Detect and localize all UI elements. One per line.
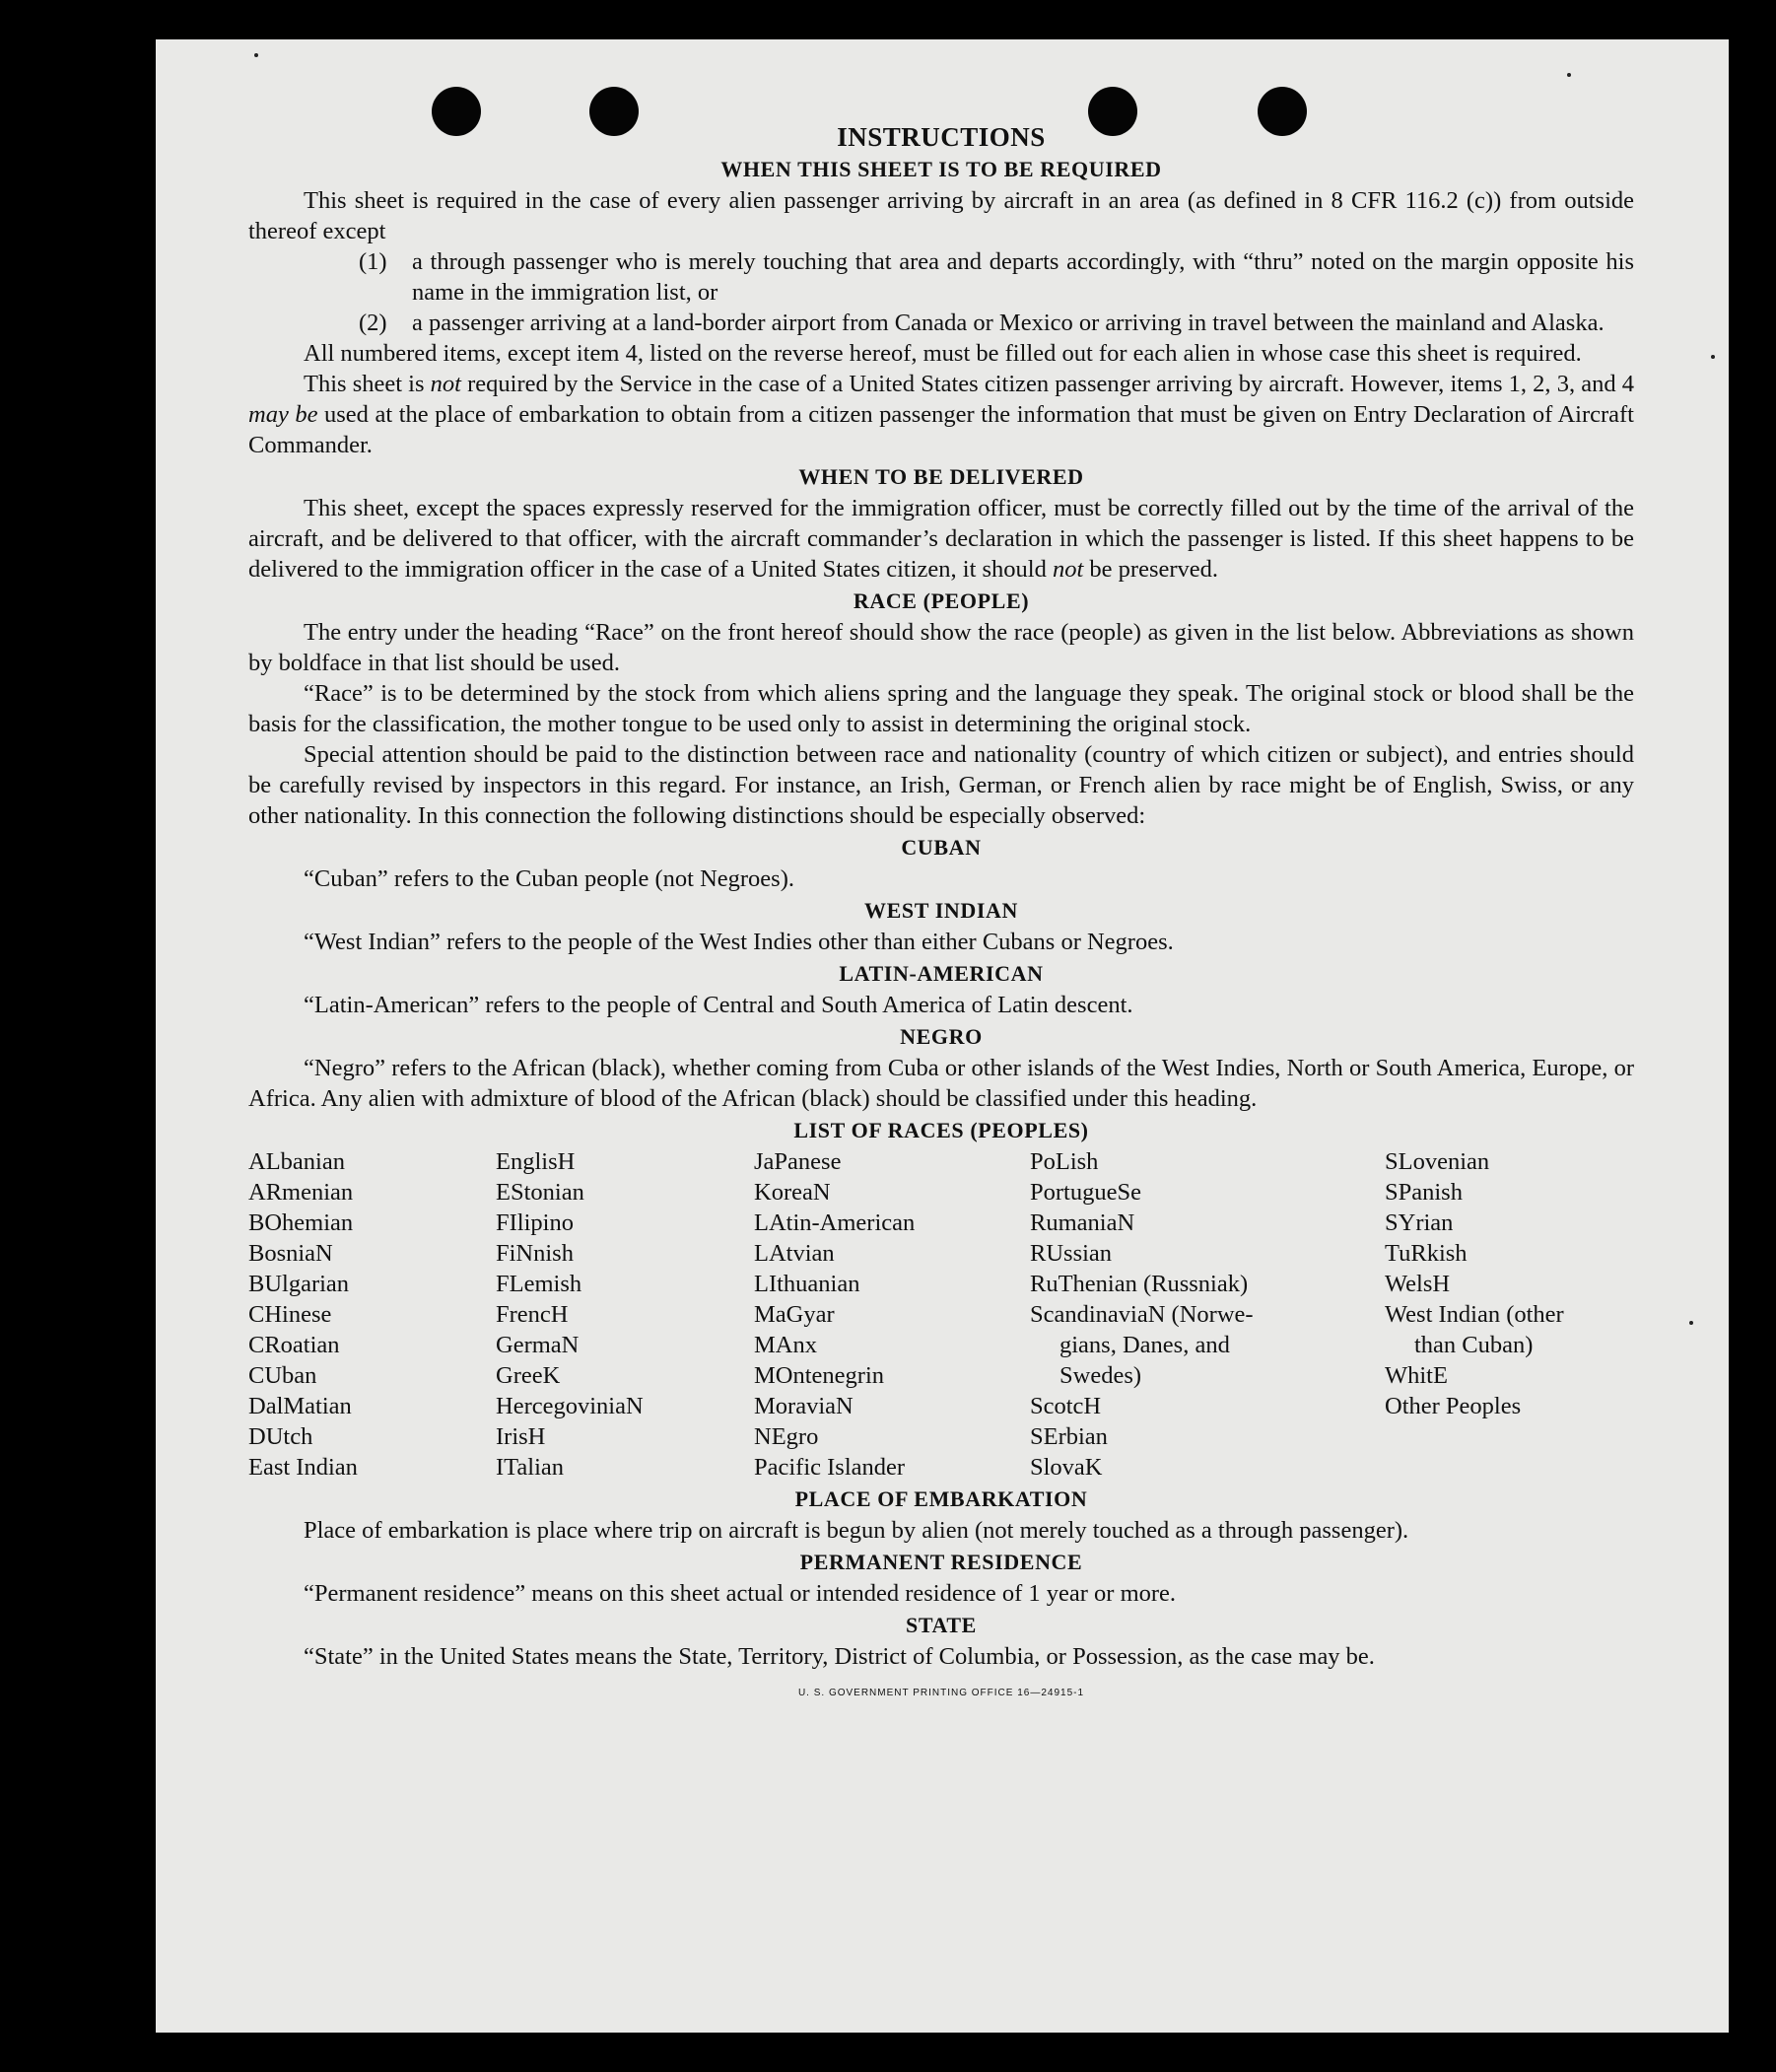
text-run: used at the place of embarkation to obtain from a citizen passenger the information that must be given on Entry Declaration of Aircraft Commander. bbox=[248, 401, 1634, 458]
race-entry: HercegoviniaN bbox=[496, 1393, 644, 1419]
scan-speck bbox=[1711, 355, 1715, 359]
text-run: be preserved. bbox=[1083, 556, 1219, 583]
race-entry: ScotcH bbox=[1030, 1393, 1102, 1419]
heading-latin-american: LATIN-AMERICAN bbox=[839, 961, 1044, 986]
race-entry: DalMatian bbox=[248, 1393, 352, 1419]
race-entry: ARmenian bbox=[248, 1179, 354, 1206]
heading-when-required: WHEN THIS SHEET IS TO BE REQUIRED bbox=[720, 157, 1162, 181]
text-run: This sheet, except the spaces expressly reserved for the immigration officer, must be correctly filled out by the time of the arrival of the aircraft, and be delivered to that officer, with the aircraft commander’s declaration in which the passenger is listed. If this sheet happens to be delivered to the immigration officer in the case of a United States citizen, it should bbox=[248, 495, 1634, 583]
race-entry: BosniaN bbox=[248, 1240, 333, 1267]
race-entry: EStonian bbox=[496, 1179, 584, 1206]
race-entry: PoLish bbox=[1030, 1148, 1099, 1175]
races-column-3 bbox=[754, 1146, 1030, 1483]
race-paragraph-1: The entry under the heading “Race” on the front hereof should show the race (people) as given in the list below. Abbreviations as shown by boldface in that list should be used. bbox=[248, 619, 1634, 676]
heading-state: STATE bbox=[906, 1613, 977, 1637]
race-entry: DUtch bbox=[248, 1423, 313, 1450]
cuban-definition: “Cuban” refers to the Cuban people (not Negroes). bbox=[304, 865, 794, 892]
race-entry-continued: than Cuban) bbox=[1414, 1332, 1534, 1358]
exception-text: a through passenger who is merely touching that area and departs accordingly, with “thru” noted on the margin opposite his name in the immigration list, or bbox=[412, 248, 1634, 306]
race-entry: MoraviaN bbox=[754, 1393, 854, 1419]
text-run: This sheet is bbox=[304, 371, 431, 397]
exception-number: (2) bbox=[359, 310, 387, 336]
races-column-2 bbox=[496, 1146, 754, 1483]
race-entry: East Indian bbox=[248, 1454, 358, 1481]
race-entry-continued: gians, Danes, and bbox=[1059, 1332, 1230, 1358]
race-entry: RUssian bbox=[1030, 1240, 1113, 1267]
negro-definition: “Negro” refers to the African (black), whether coming from Cuba or other islands of the West Indies, North or South America, Europe, or Africa. Any alien with admixture of blood of the African (black) should be classified under this heading. bbox=[248, 1055, 1634, 1112]
races-column-1 bbox=[248, 1146, 496, 1483]
race-entry: EnglisH bbox=[496, 1148, 576, 1175]
state-definition: “State” in the United States means the State, Territory, District of Columbia, or Possession, as the case may be. bbox=[304, 1643, 1375, 1670]
heading-west-indian: WEST INDIAN bbox=[864, 898, 1018, 923]
page-title: INSTRUCTIONS bbox=[837, 122, 1046, 152]
race-entry: West Indian (other bbox=[1385, 1301, 1564, 1328]
heading-cuban: CUBAN bbox=[901, 835, 982, 860]
text-run: required by the Service in the case of a United States citizen passenger arriving by aircraft. However, items 1, 2, 3, and 4 bbox=[460, 371, 1634, 397]
race-entry: SlovaK bbox=[1030, 1454, 1103, 1481]
numbered-items-paragraph: All numbered items, except item 4, listed on the reverse hereof, must be filled out for each alien in whose case this sheet is required. bbox=[304, 340, 1582, 367]
west-indian-definition: “West Indian” refers to the people of the West Indies other than either Cubans or Negroes. bbox=[304, 929, 1174, 955]
scan-speck bbox=[254, 53, 258, 57]
race-entry: KoreaN bbox=[754, 1179, 831, 1206]
race-entry: MAnx bbox=[754, 1332, 817, 1358]
race-entry: ScandinaviaN (Norwe- bbox=[1030, 1301, 1254, 1328]
race-entry: SYrian bbox=[1385, 1209, 1454, 1236]
race-entry: RuThenian (Russniak) bbox=[1030, 1271, 1249, 1297]
race-entry: LAtin-American bbox=[754, 1209, 916, 1236]
race-entry: FiNnish bbox=[496, 1240, 574, 1267]
race-entry: SPanish bbox=[1385, 1179, 1463, 1206]
latin-american-definition: “Latin-American” refers to the people of Central and South America of Latin descent. bbox=[304, 992, 1133, 1018]
race-entry: LIthuanian bbox=[754, 1271, 860, 1297]
scan-speck bbox=[1689, 1321, 1693, 1325]
heading-race: RACE (PEOPLE) bbox=[853, 588, 1030, 613]
emphasis: not bbox=[1052, 556, 1084, 583]
heading-place-of-embarkation: PLACE OF EMBARKATION bbox=[794, 1486, 1088, 1511]
race-entry: GermaN bbox=[496, 1332, 580, 1358]
required-paragraph: This sheet is required in the case of every alien passenger arriving by aircraft in an area (as defined in 8 CFR 116.2 (c)) from outside thereof except bbox=[248, 187, 1634, 244]
races-column-5 bbox=[1385, 1146, 1634, 1483]
heading-list-of-races: LIST OF RACES (PEOPLES) bbox=[793, 1118, 1089, 1142]
race-entry: JaPanese bbox=[754, 1148, 842, 1175]
embarkation-definition: Place of embarkation is place where trip on aircraft is begun by alien (not merely touched as a through passenger). bbox=[304, 1517, 1409, 1544]
race-entry: BUlgarian bbox=[248, 1271, 350, 1297]
residence-definition: “Permanent residence” means on this sheet actual or intended residence of 1 year or more. bbox=[304, 1580, 1177, 1607]
race-entry: CHinese bbox=[248, 1301, 332, 1328]
race-entry: GreeK bbox=[496, 1362, 561, 1389]
race-entry: ITalian bbox=[496, 1454, 565, 1481]
race-entry: FrencH bbox=[496, 1301, 569, 1328]
printing-office-footer: U. S. GOVERNMENT PRINTING OFFICE 16—24915-1 bbox=[797, 1688, 1085, 1698]
emphasis: may be bbox=[248, 401, 318, 428]
exception-text: a passenger arriving at a land-border airport from Canada or Mexico or arriving in travel between the mainland and Alaska. bbox=[412, 310, 1605, 336]
heading-permanent-residence: PERMANENT RESIDENCE bbox=[799, 1550, 1083, 1574]
race-entry: RumaniaN bbox=[1030, 1209, 1135, 1236]
race-entry: NEgro bbox=[754, 1423, 819, 1450]
race-entry: IrisH bbox=[496, 1423, 546, 1450]
race-entry: SErbian bbox=[1030, 1423, 1108, 1450]
heading-when-delivered: WHEN TO BE DELIVERED bbox=[798, 464, 1084, 489]
race-entry: MaGyar bbox=[754, 1301, 835, 1328]
race-entry: SLovenian bbox=[1385, 1148, 1490, 1175]
race-entry: PortugueSe bbox=[1030, 1179, 1141, 1206]
heading-negro: NEGRO bbox=[900, 1024, 983, 1049]
scan-speck bbox=[1567, 73, 1571, 77]
race-entry: Other Peoples bbox=[1385, 1393, 1522, 1419]
citizen-paragraph bbox=[248, 369, 1634, 460]
race-entry: WelsH bbox=[1385, 1271, 1451, 1297]
race-entry: BOhemian bbox=[248, 1209, 354, 1236]
exception-item-1 bbox=[359, 246, 1634, 308]
race-entry: CRoatian bbox=[248, 1332, 340, 1358]
race-entry: FIlipino bbox=[496, 1209, 574, 1236]
document-sheet bbox=[156, 39, 1729, 2033]
delivered-paragraph bbox=[248, 493, 1634, 585]
race-paragraph-2: “Race” is to be determined by the stock from which aliens spring and the language they speak. The original stock or blood shall be the basis for the classification, the mother tongue to be used only to assist in determining the original stock. bbox=[248, 680, 1634, 737]
race-entry: CUban bbox=[248, 1362, 317, 1389]
race-entry-continued: Swedes) bbox=[1059, 1362, 1142, 1389]
race-entry: MOntenegrin bbox=[754, 1362, 884, 1389]
instructions-content bbox=[248, 83, 1634, 1698]
races-list bbox=[248, 1146, 1634, 1483]
race-paragraph-3: Special attention should be paid to the distinction between race and nationality (country of which citizen or subject), and entries should be carefully revised by inspectors in this regard. For instance, an Irish, German, or French alien by race might be of English, Swiss, or any other nationality. In this connection the following distinctions should be especially observed: bbox=[248, 741, 1634, 829]
race-entry: WhitE bbox=[1385, 1362, 1448, 1389]
race-entry: FLemish bbox=[496, 1271, 582, 1297]
race-entry: LAtvian bbox=[754, 1240, 835, 1267]
exception-number: (1) bbox=[359, 248, 387, 275]
race-entry: ALbanian bbox=[248, 1148, 345, 1175]
emphasis: not bbox=[430, 371, 461, 397]
race-entry: TuRkish bbox=[1385, 1240, 1468, 1267]
exception-item-2 bbox=[359, 308, 1634, 338]
races-column-4 bbox=[1030, 1146, 1385, 1483]
race-entry: Pacific Islander bbox=[754, 1454, 906, 1481]
